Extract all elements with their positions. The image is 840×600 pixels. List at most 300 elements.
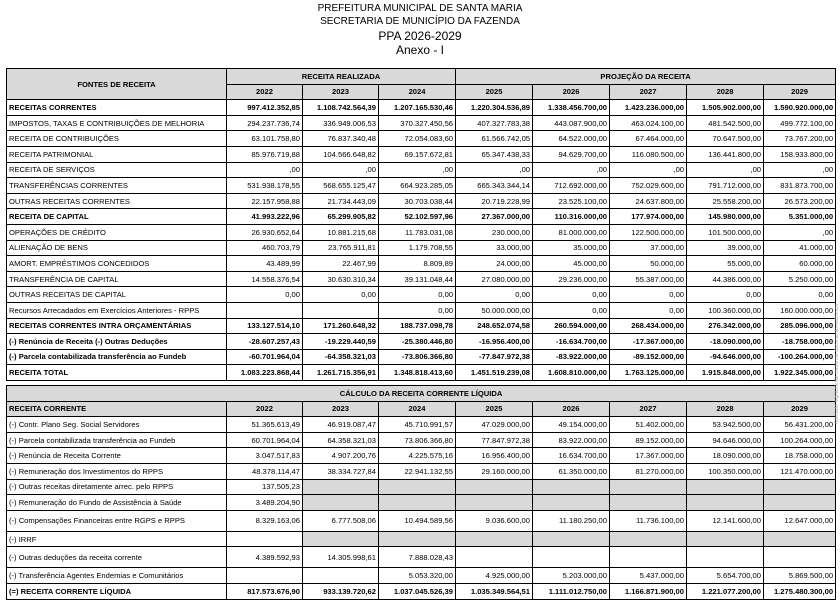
- value-cell: 0,00: [533, 302, 610, 318]
- value-cell: [303, 479, 379, 495]
- value-cell: 133.127.514,10: [227, 318, 303, 334]
- value-cell: 53.942.500,00: [687, 417, 764, 433]
- value-cell: 791.712.000,00: [687, 178, 764, 194]
- value-cell: -83.922.000,00: [533, 349, 610, 365]
- table-row: [7, 146, 836, 162]
- value-cell: 61.566.742,05: [456, 131, 533, 147]
- value-cell: 8.329.163,06: [227, 510, 303, 531]
- value-cell: 0,00: [764, 287, 836, 303]
- value-cell: 6.777.508,06: [303, 510, 379, 531]
- value-cell: 21.734.443,09: [303, 193, 379, 209]
- table-row: [7, 224, 836, 240]
- value-cell: 14.305.998,61: [303, 547, 379, 568]
- value-cell: [456, 479, 533, 495]
- value-cell: [610, 495, 687, 511]
- row-label: AMORT. EMPRÉSTIMOS CONCEDIDOS: [7, 256, 227, 272]
- row-label: (-) Transferência Agentes Endemias e Comunitários: [7, 568, 227, 584]
- value-cell: 65.347.438,33: [456, 146, 533, 162]
- table-row: [7, 256, 836, 272]
- year-header: 2026: [533, 401, 610, 417]
- secretariat-title: SECRETARIA DE MUNICÍPIO DA FAZENDA: [320, 16, 520, 27]
- value-cell: 46.919.087,47: [303, 417, 379, 433]
- value-cell: 11.180.250,00: [533, 510, 610, 531]
- table-row: [7, 495, 836, 511]
- row-label: (-) Remuneração dos Investimentos do RPPS: [7, 463, 227, 479]
- value-cell: 39.000,00: [687, 240, 764, 256]
- value-cell: 752.029.600,00: [610, 178, 687, 194]
- value-cell: 116.080.500,00: [610, 146, 687, 162]
- value-cell: 43.489,99: [227, 256, 303, 272]
- value-cell: 1.608.810.000,00: [533, 365, 610, 381]
- table-row: [7, 318, 836, 334]
- year-header: 2028: [687, 401, 764, 417]
- table-row: [7, 302, 836, 318]
- value-cell: 136.441.800,00: [687, 146, 764, 162]
- value-cell: 83.922.000,00: [533, 432, 610, 448]
- table-row: [7, 510, 836, 531]
- value-cell: 499.772.100,00: [764, 115, 836, 131]
- value-cell: 50.000.000,00: [456, 302, 533, 318]
- annex-title: Anexo - I: [395, 43, 445, 57]
- value-cell: 0,00: [533, 287, 610, 303]
- value-cell: 10.494.589,56: [379, 510, 456, 531]
- net-current-revenue-table: [6, 385, 836, 600]
- row-label: RECEITA DE CAPITAL: [7, 209, 227, 225]
- value-cell: 1.451.519.239,08: [456, 365, 533, 381]
- value-cell: 460.703,79: [227, 240, 303, 256]
- row-label: (-) Remuneração do Fundo de Assistência à Saúde: [7, 495, 227, 511]
- value-cell: 44.386.000,00: [687, 271, 764, 287]
- value-cell: -18.758.000,00: [764, 334, 836, 350]
- row-label: TRANSFERÊNCIAS CORRENTES: [7, 178, 227, 194]
- value-cell: 7.888.028,43: [379, 547, 456, 568]
- value-cell: 30.630.310,34: [303, 271, 379, 287]
- value-cell: 81.270.000,00: [610, 463, 687, 479]
- value-cell: 64.358.321,03: [303, 432, 379, 448]
- table-row: [7, 432, 836, 448]
- value-cell: 18.758.000,00: [764, 448, 836, 464]
- value-cell: 294.237.736,74: [227, 115, 303, 131]
- value-cell: 24.000,00: [456, 256, 533, 272]
- value-cell: 24.637.800,00: [610, 193, 687, 209]
- value-cell: -16.634.700,00: [533, 334, 610, 350]
- value-cell: 94.646.000,00: [687, 432, 764, 448]
- value-cell: 5.203.000,00: [533, 568, 610, 584]
- year-header: 2027: [610, 401, 687, 417]
- value-cell: [456, 531, 533, 547]
- table-row: [7, 531, 836, 547]
- value-cell: 50.000,00: [610, 256, 687, 272]
- value-cell: -18.090.000,00: [687, 334, 764, 350]
- row-label: (-) Parcela contabilizada transferência ao Fundeb: [7, 432, 227, 448]
- value-cell: 22.941.132,55: [379, 463, 456, 479]
- value-cell: 104.566.648,82: [303, 146, 379, 162]
- row-label: OUTRAS RECEITAS DE CAPITAL: [7, 287, 227, 303]
- table-row: [7, 365, 836, 381]
- row-label: RECEITAS CORRENTES: [7, 100, 227, 116]
- value-cell: -94.646.000,00: [687, 349, 764, 365]
- value-cell: [610, 531, 687, 547]
- value-cell: 568.655.125,47: [303, 178, 379, 194]
- value-cell: 94.629.700,00: [533, 146, 610, 162]
- value-cell: 25.558.200,00: [687, 193, 764, 209]
- value-cell: 1.915.848.000,00: [687, 365, 764, 381]
- value-cell: 933.139.720,62: [303, 583, 379, 599]
- table-row: [7, 479, 836, 495]
- value-cell: 121.470.000,00: [764, 463, 836, 479]
- value-cell: 29.236.000,00: [533, 271, 610, 287]
- table-row: [7, 349, 836, 365]
- value-cell: 712.692.000,00: [533, 178, 610, 194]
- value-cell: [379, 479, 456, 495]
- value-cell: 4.225.575,16: [379, 448, 456, 464]
- value-cell: 22.467,99: [303, 256, 379, 272]
- value-cell: 158.933.800,00: [764, 146, 836, 162]
- value-cell: -89.152.000,00: [610, 349, 687, 365]
- table-row: [7, 547, 836, 568]
- value-cell: [303, 302, 379, 318]
- value-cell: [533, 479, 610, 495]
- value-cell: 1.037.045.526,39: [379, 583, 456, 599]
- value-cell: -19.229.440,59: [303, 334, 379, 350]
- value-cell: 63.101.758,80: [227, 131, 303, 147]
- year-header: 2026: [533, 84, 610, 100]
- value-cell: 1.348.818.413,60: [379, 365, 456, 381]
- value-cell: [687, 479, 764, 495]
- value-cell: 11.736.100,00: [610, 510, 687, 531]
- value-cell: ,00: [303, 162, 379, 178]
- value-cell: 1.590.920.000,00: [764, 100, 836, 116]
- value-cell: ,00: [533, 162, 610, 178]
- value-cell: 3.047.517,83: [227, 448, 303, 464]
- value-cell: 38.334.727,84: [303, 463, 379, 479]
- value-cell: 1.261.715.356,91: [303, 365, 379, 381]
- value-cell: 5.654.700,00: [687, 568, 764, 584]
- row-label: (-) Renúncia de Receita Corrente: [7, 448, 227, 464]
- value-cell: [533, 531, 610, 547]
- value-cell: 12.141.600,00: [687, 510, 764, 531]
- value-cell: [303, 568, 379, 584]
- value-cell: 67.464.000,00: [610, 131, 687, 147]
- value-cell: [610, 479, 687, 495]
- row-label: OUTRAS RECEITAS CORRENTES: [7, 193, 227, 209]
- value-cell: 4.907.200,76: [303, 448, 379, 464]
- value-cell: -77.847.972,38: [456, 349, 533, 365]
- value-cell: 70.647.500,00: [687, 131, 764, 147]
- municipality-title: PREFEITURA MUNICIPAL DE SANTA MARIA: [317, 3, 523, 14]
- value-cell: [379, 495, 456, 511]
- table-row: [7, 240, 836, 256]
- value-cell: 16.634.700,00: [533, 448, 610, 464]
- value-cell: 23.525.100,00: [533, 193, 610, 209]
- revenue-sources-header: FONTES DE RECEITA: [7, 69, 227, 100]
- row-label: ALIENAÇÃO DE BENS: [7, 240, 227, 256]
- table-row: [7, 193, 836, 209]
- table-row: [7, 417, 836, 433]
- value-cell: -17.367.000,00: [610, 334, 687, 350]
- row-label: (-) Outras receitas diretamente arrec. pelo RPPS: [7, 479, 227, 495]
- value-cell: ,00: [764, 224, 836, 240]
- value-cell: 0,00: [379, 287, 456, 303]
- value-cell: 370.327.450,56: [379, 115, 456, 131]
- value-cell: 27.080.000,00: [456, 271, 533, 287]
- value-cell: 11.783.031,08: [379, 224, 456, 240]
- value-cell: [764, 495, 836, 511]
- value-cell: 65.299.905,82: [303, 209, 379, 225]
- row-label: (=) RECEITA CORRENTE LÍQUIDA: [7, 583, 227, 599]
- table-row: [7, 287, 836, 303]
- value-cell: 16.956.400,00: [456, 448, 533, 464]
- value-cell: 26.573.200,00: [764, 193, 836, 209]
- value-cell: ,00: [379, 162, 456, 178]
- value-cell: 122.500.000,00: [610, 224, 687, 240]
- row-label: RECEITAS CORRENTES INTRA ORÇAMENTÁRIAS: [7, 318, 227, 334]
- year-header: 2029: [764, 84, 836, 100]
- value-cell: 5.351.000,00: [764, 209, 836, 225]
- document-page: [0, 3, 840, 596]
- value-cell: 17.367.000,00: [610, 448, 687, 464]
- row-label: RECEITA TOTAL: [7, 365, 227, 381]
- value-cell: 12.647.000,00: [764, 510, 836, 531]
- value-cell: 531.938.178,55: [227, 178, 303, 194]
- value-cell: 77.847.972,38: [456, 432, 533, 448]
- value-cell: 5.053.320,00: [379, 568, 456, 584]
- value-cell: 61.350.000,00: [533, 463, 610, 479]
- value-cell: 64.522.000,00: [533, 131, 610, 147]
- value-cell: 55.387.000,00: [610, 271, 687, 287]
- value-cell: -60.701.964,04: [227, 349, 303, 365]
- value-cell: 1.221.077.200,00: [687, 583, 764, 599]
- value-cell: [687, 495, 764, 511]
- value-cell: 1.207.165.530,46: [379, 100, 456, 116]
- value-cell: 52.102.597,96: [379, 209, 456, 225]
- value-cell: [227, 531, 303, 547]
- value-cell: 41.000,00: [764, 240, 836, 256]
- row-label: (-) Contr. Plano Seg. Social Servidores: [7, 417, 227, 433]
- value-cell: 1.922.345.000,00: [764, 365, 836, 381]
- value-cell: 1.275.480.300,00: [764, 583, 836, 599]
- revenue-projection-header: PROJEÇÃO DA RECEITA: [456, 69, 836, 85]
- year-header: 2022: [227, 401, 303, 417]
- row-label: IMPOSTOS, TAXAS E CONTRIBUIÇÕES DE MELHORIA: [7, 115, 227, 131]
- table-row: [7, 178, 836, 194]
- value-cell: 89.152.000,00: [610, 432, 687, 448]
- value-cell: 463.024.100,00: [610, 115, 687, 131]
- value-cell: 100.360.000,00: [687, 302, 764, 318]
- value-cell: 55.000,00: [687, 256, 764, 272]
- value-cell: 137.505,23: [227, 479, 303, 495]
- current-revenue-header: RECEITA CORRENTE: [7, 401, 227, 417]
- value-cell: 1.338.456.700,00: [533, 100, 610, 116]
- year-header: 2025: [456, 84, 533, 100]
- value-cell: 45.000,00: [533, 256, 610, 272]
- value-cell: 1.763.125.000,00: [610, 365, 687, 381]
- value-cell: 5.250.000,00: [764, 271, 836, 287]
- row-label: RECEITA DE CONTRIBUIÇÕES: [7, 131, 227, 147]
- realized-revenue-header: RECEITA REALIZADA: [227, 69, 456, 85]
- value-cell: 145.980.000,00: [687, 209, 764, 225]
- value-cell: 33.000,00: [456, 240, 533, 256]
- value-cell: 268.434.000,00: [610, 318, 687, 334]
- plan-title: PPA 2026-2029: [378, 29, 462, 43]
- row-label: Recursos Arrecadados em Exercícios Anteriores - RPPS: [7, 302, 227, 318]
- value-cell: 100.350.000,00: [687, 463, 764, 479]
- value-cell: 664.923.285,05: [379, 178, 456, 194]
- value-cell: 29.160.000,00: [456, 463, 533, 479]
- value-cell: 18.090.000,00: [687, 448, 764, 464]
- table-row: [7, 100, 836, 116]
- value-cell: 9.036.600,00: [456, 510, 533, 531]
- value-cell: 100.264.000,00: [764, 432, 836, 448]
- value-cell: 60.000,00: [764, 256, 836, 272]
- value-cell: 0,00: [610, 287, 687, 303]
- row-label: (-) Parcela contabilizada transferência ao Fundeb: [7, 349, 227, 365]
- value-cell: [227, 568, 303, 584]
- row-label: (-) Compensações Financeiras entre RGPS e RPPS: [7, 510, 227, 531]
- value-cell: 285.096.000,00: [764, 318, 836, 334]
- value-cell: 37.000,00: [610, 240, 687, 256]
- value-cell: 41.993.222,96: [227, 209, 303, 225]
- value-cell: 45.710.991,57: [379, 417, 456, 433]
- value-cell: 481.542.500,00: [687, 115, 764, 131]
- value-cell: 0,00: [303, 287, 379, 303]
- value-cell: 0,00: [456, 287, 533, 303]
- value-cell: [610, 547, 687, 568]
- year-header: 2024: [379, 84, 456, 100]
- value-cell: 85.976.719,88: [227, 146, 303, 162]
- value-cell: 0,00: [610, 302, 687, 318]
- value-cell: 997.412.352,85: [227, 100, 303, 116]
- digital-signature-note: Assinado digitalmente conforme documento eletrônico: [834, 304, 840, 425]
- value-cell: [533, 547, 610, 568]
- value-cell: 4.389.592,93: [227, 547, 303, 568]
- value-cell: 260.594.000,00: [533, 318, 610, 334]
- year-header: 2024: [379, 401, 456, 417]
- row-label: RECEITA DE SERVIÇOS: [7, 162, 227, 178]
- value-cell: 171.260.648,32: [303, 318, 379, 334]
- table-row: [7, 271, 836, 287]
- table-row: [7, 448, 836, 464]
- value-cell: -16.956.400,00: [456, 334, 533, 350]
- table-row: [7, 568, 836, 584]
- value-cell: 56.431.200,00: [764, 417, 836, 433]
- year-header: 2023: [303, 401, 379, 417]
- value-cell: -64.358.321,03: [303, 349, 379, 365]
- value-cell: 177.974.000,00: [610, 209, 687, 225]
- value-cell: 1.035.349.564,51: [456, 583, 533, 599]
- table-row: [7, 334, 836, 350]
- value-cell: [687, 547, 764, 568]
- value-cell: 30.703.038,44: [379, 193, 456, 209]
- value-cell: 81.000.000,00: [533, 224, 610, 240]
- table-row: [7, 463, 836, 479]
- value-cell: 5.869.500,00: [764, 568, 836, 584]
- value-cell: -28.607.257,43: [227, 334, 303, 350]
- value-cell: 1.166.871.900,00: [610, 583, 687, 599]
- value-cell: 39.131.048,44: [379, 271, 456, 287]
- value-cell: [456, 495, 533, 511]
- value-cell: 1.505.902.000,00: [687, 100, 764, 116]
- value-cell: 8.809,89: [379, 256, 456, 272]
- value-cell: ,00: [227, 162, 303, 178]
- value-cell: ,00: [456, 162, 533, 178]
- value-cell: 1.108.742.564,39: [303, 100, 379, 116]
- value-cell: 69.157.672,81: [379, 146, 456, 162]
- row-label: OPERAÇÕES DE CRÉDITO: [7, 224, 227, 240]
- table-row: [7, 209, 836, 225]
- year-header: 2022: [227, 84, 303, 100]
- value-cell: -100.264.000,00: [764, 349, 836, 365]
- value-cell: [687, 531, 764, 547]
- value-cell: [227, 302, 303, 318]
- table-row: [7, 131, 836, 147]
- value-cell: 5.437.000,00: [610, 568, 687, 584]
- value-cell: 49.154.000,00: [533, 417, 610, 433]
- value-cell: [456, 547, 533, 568]
- value-cell: ,00: [610, 162, 687, 178]
- value-cell: 831.873.700,00: [764, 178, 836, 194]
- value-cell: 47.029.000,00: [456, 417, 533, 433]
- row-label: (-) IRRF: [7, 531, 227, 547]
- value-cell: 60.701.964,04: [227, 432, 303, 448]
- year-header: 2027: [610, 84, 687, 100]
- value-cell: 0,00: [379, 302, 456, 318]
- value-cell: [764, 531, 836, 547]
- value-cell: 336.949.006,53: [303, 115, 379, 131]
- value-cell: 0,00: [227, 287, 303, 303]
- value-cell: 23.765.911,81: [303, 240, 379, 256]
- value-cell: 76.837.340,48: [303, 131, 379, 147]
- row-label: RECEITA PATRIMONIAL: [7, 146, 227, 162]
- value-cell: [533, 495, 610, 511]
- value-cell: 26.930.652,64: [227, 224, 303, 240]
- value-cell: 160.000.000,00: [764, 302, 836, 318]
- value-cell: 407.327.783,38: [456, 115, 533, 131]
- value-cell: -25.380.446,80: [379, 334, 456, 350]
- value-cell: 48.378.114,47: [227, 463, 303, 479]
- row-label: (-) Renúncia de Receita (-) Outras Deduções: [7, 334, 227, 350]
- value-cell: 101.500.000,00: [687, 224, 764, 240]
- year-header: 2023: [303, 84, 379, 100]
- value-cell: 20.719.228,99: [456, 193, 533, 209]
- value-cell: 0,00: [687, 287, 764, 303]
- value-cell: 443.087.900,00: [533, 115, 610, 131]
- value-cell: 665.343.344,14: [456, 178, 533, 194]
- value-cell: 230.000,00: [456, 224, 533, 240]
- value-cell: 72.054.083,60: [379, 131, 456, 147]
- value-cell: 35.000,00: [533, 240, 610, 256]
- value-cell: 1.179.708,55: [379, 240, 456, 256]
- value-cell: 248.652.074,58: [456, 318, 533, 334]
- value-cell: 817.573.676,90: [227, 583, 303, 599]
- net-current-revenue-title: CÁLCULO DA RECEITA CORRENTE LÍQUIDA: [7, 386, 836, 402]
- value-cell: 51.365.613,49: [227, 417, 303, 433]
- value-cell: 1.220.304.536,89: [456, 100, 533, 116]
- year-header: 2025: [456, 401, 533, 417]
- value-cell: 22.157.958,88: [227, 193, 303, 209]
- value-cell: [303, 531, 379, 547]
- row-label: (-) Outras deduções da receita corrente: [7, 547, 227, 568]
- document-header: [0, 4, 840, 56]
- value-cell: 110.316.000,00: [533, 209, 610, 225]
- value-cell: 73.806.366,80: [379, 432, 456, 448]
- table-row: [7, 162, 836, 178]
- row-label: TRANSFERÊNCIA DE CAPITAL: [7, 271, 227, 287]
- year-header: 2028: [687, 84, 764, 100]
- value-cell: 1.423.236.000,00: [610, 100, 687, 116]
- value-cell: -73.806.366,80: [379, 349, 456, 365]
- value-cell: [764, 547, 836, 568]
